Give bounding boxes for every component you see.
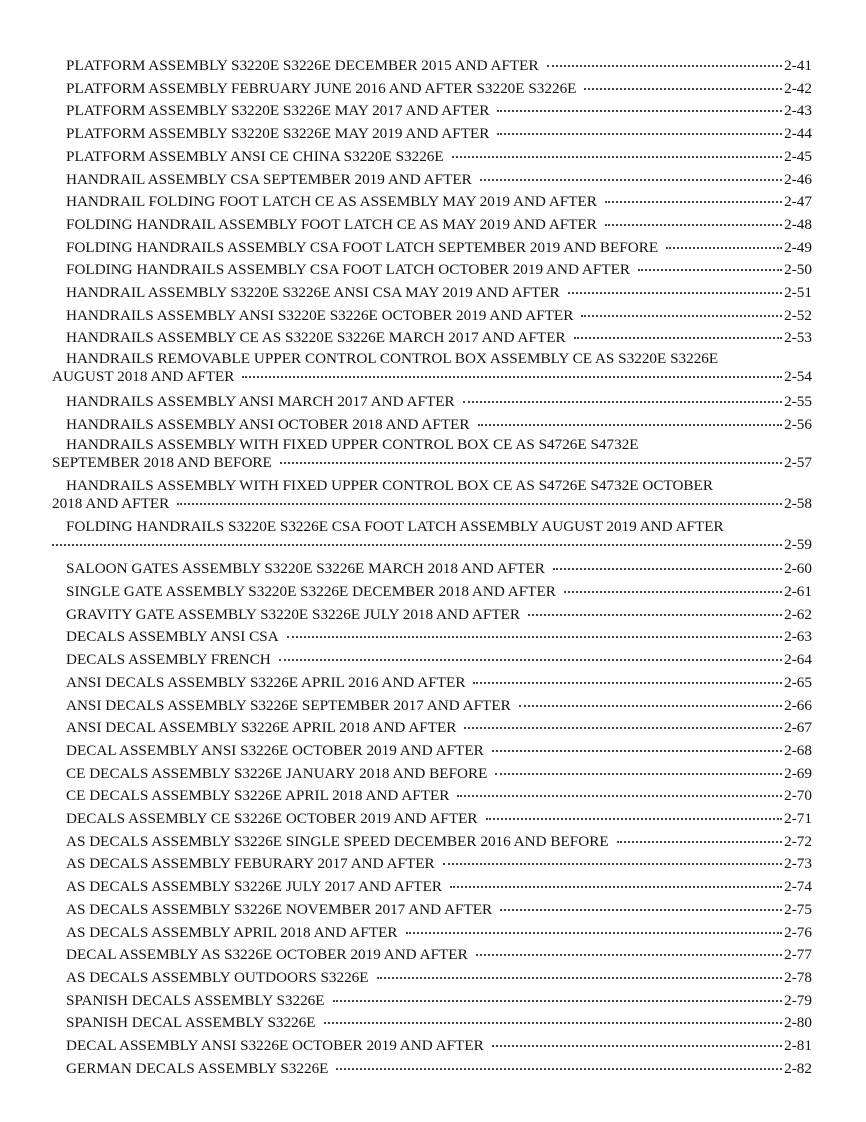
- toc-entry-title: HANDRAIL FOLDING FOOT LATCH CE AS ASSEMBLY MAY 2019 AND AFTER: [66, 193, 597, 211]
- toc-entry-page: 2-64: [784, 651, 812, 669]
- toc-entry-page: 2-56: [784, 415, 812, 433]
- toc-entry[interactable]: [52, 259, 812, 282]
- dot-leader: [177, 502, 782, 505]
- dot-leader: [336, 1067, 782, 1070]
- toc-entry-title: HANDRAILS ASSEMBLY WITH FIXED UPPER CONTROL BOX CE AS S4726E S4732E: [66, 436, 639, 454]
- dot-leader: [52, 543, 782, 546]
- toc-entry-title: HANDRAILS ASSEMBLY WITH FIXED UPPER CONTROL BOX CE AS S4726E S4732E OCTOBER: [66, 476, 713, 494]
- toc-entry-title-continued: AUGUST 2018 AND AFTER: [52, 368, 235, 386]
- toc-entry-page: 2-74: [784, 878, 812, 896]
- toc-entry-title: FOLDING HANDRAILS ASSEMBLY CSA FOOT LATCH SEPTEMBER 2019 AND BEFORE: [66, 238, 659, 256]
- toc-entry[interactable]: [52, 740, 812, 763]
- dot-leader: [406, 931, 783, 934]
- toc-entry-page: 2-60: [784, 560, 812, 578]
- toc-entry-title: AS DECALS ASSEMBLY S3226E JULY 2017 AND AFTER: [66, 878, 442, 896]
- toc-entry[interactable]: [52, 1058, 812, 1081]
- dot-leader: [568, 291, 782, 294]
- toc-entry-title: HANDRAILS REMOVABLE UPPER CONTROL CONTROL BOX ASSEMBLY CE AS S3220E S3226E: [66, 350, 719, 368]
- toc-entry[interactable]: [52, 305, 812, 328]
- toc-entry-page: 2-48: [784, 215, 812, 233]
- toc-entry[interactable]: [52, 477, 812, 513]
- toc-entry[interactable]: [52, 604, 812, 627]
- toc-entry-page: 2-61: [784, 583, 812, 600]
- toc-entry-title: FOLDING HANDRAILS S3220E S3226E CSA FOOT LATCH ASSEMBLY AUGUST 2019 AND AFTER: [66, 517, 724, 535]
- toc-entry-page: 2-73: [784, 855, 812, 873]
- toc-entry-title: HANDRAIL ASSEMBLY S3220E S3226E ANSI CSA MAY 2019 AND AFTER: [66, 284, 560, 302]
- toc-entry[interactable]: [52, 899, 812, 922]
- dot-leader: [457, 794, 782, 797]
- toc-entry-page: 2-62: [784, 605, 812, 623]
- toc-entry-title: SPANISH DECALS ASSEMBLY S3226E: [66, 991, 325, 1009]
- toc-entry[interactable]: [52, 944, 812, 967]
- dot-leader: [242, 375, 782, 378]
- toc-entry-title: FOLDING HANDRAILS ASSEMBLY CSA FOOT LATCH OCTOBER 2019 AND AFTER: [66, 261, 631, 279]
- toc-entry[interactable]: [52, 1012, 812, 1035]
- dot-leader: [280, 461, 782, 464]
- dot-leader: [497, 132, 782, 135]
- toc-entry-title: AS DECALS ASSEMBLY FEBURARY 2017 AND AFTER: [66, 855, 435, 873]
- dot-leader: [528, 613, 782, 616]
- toc-entry-page: 2-75: [784, 900, 812, 918]
- toc-entry[interactable]: [52, 518, 812, 554]
- toc-entry-page: 2-70: [784, 787, 812, 805]
- dot-leader: [581, 314, 782, 317]
- dot-leader: [443, 862, 782, 865]
- toc-entry-title: SALOON GATES ASSEMBLY S3220E S3226E MARCH 2018 AND AFTER: [66, 560, 545, 578]
- toc-entry-title-continued: SEPTEMBER 2018 AND BEFORE: [52, 454, 272, 472]
- dot-leader: [574, 336, 783, 339]
- toc-entry[interactable]: [52, 558, 812, 581]
- toc-entry-page: 2-59: [784, 535, 812, 553]
- toc-entry[interactable]: [52, 626, 812, 649]
- dot-leader: [638, 268, 782, 271]
- toc-entry[interactable]: [52, 78, 812, 101]
- toc-entry[interactable]: [52, 55, 812, 78]
- toc-entry[interactable]: [52, 831, 812, 854]
- dot-leader: [486, 817, 783, 820]
- toc-entry[interactable]: [52, 922, 812, 945]
- dot-leader: [497, 109, 782, 112]
- dot-leader: [478, 423, 783, 426]
- toc-entry-title: PLATFORM ASSEMBLY S3220E S3226E MAY 2019 AND AFTER: [66, 125, 490, 143]
- toc-entry-page: 2-71: [784, 810, 812, 828]
- toc-entry-title: HANDRAIL ASSEMBLY CSA SEPTEMBER 2019 AND AFTER: [66, 170, 472, 188]
- toc-entry-title: HANDRAILS ASSEMBLY ANSI S3220E S3226E OCTOBER 2019 AND AFTER: [66, 306, 574, 324]
- dot-leader: [452, 155, 782, 158]
- dot-leader: [584, 87, 782, 90]
- toc-entry-title: HANDRAILS ASSEMBLY CE AS S3220E S3226E MARCH 2017 AND AFTER: [66, 329, 566, 347]
- toc-entry[interactable]: [52, 649, 812, 672]
- toc-entry-title: CE DECALS ASSEMBLY S3226E JANUARY 2018 AND BEFORE: [66, 764, 488, 782]
- dot-leader: [547, 64, 783, 67]
- dot-leader: [464, 726, 782, 729]
- toc-entry-title: AS DECALS ASSEMBLY APRIL 2018 AND AFTER: [66, 923, 398, 941]
- toc-entry[interactable]: [52, 436, 812, 472]
- toc-entry-title: GRAVITY GATE ASSEMBLY S3220E S3226E JULY 2018 AND AFTER: [66, 605, 521, 623]
- toc-entry-page: 2-51: [784, 284, 812, 302]
- toc-entry-title: DECAL ASSEMBLY ANSI S3226E OCTOBER 2019 AND AFTER: [66, 1037, 484, 1055]
- toc-entry-title: HANDRAILS ASSEMBLY ANSI OCTOBER 2018 AND AFTER: [66, 415, 470, 433]
- dot-leader: [287, 635, 782, 638]
- dot-leader: [279, 658, 782, 661]
- toc-entry-title: PLATFORM ASSEMBLY FEBRUARY JUNE 2016 AND AFTER S3220E S3226E: [66, 79, 577, 97]
- toc-entry-page: 2-45: [784, 147, 812, 165]
- toc-entry-page: 2-41: [784, 57, 812, 74]
- toc-entry[interactable]: [52, 853, 812, 876]
- toc-entry-page: 2-67: [784, 719, 812, 737]
- toc-entry-page: 2-78: [784, 968, 812, 986]
- toc-entry-page: 2-43: [784, 102, 812, 120]
- toc-entry-page: 2-63: [784, 628, 812, 646]
- toc-entry[interactable]: [52, 1035, 812, 1058]
- toc-entry[interactable]: [52, 672, 812, 695]
- toc-entry[interactable]: [52, 763, 812, 786]
- toc-entry[interactable]: [52, 990, 812, 1013]
- toc-entry-title: PLATFORM ASSEMBLY S3220E S3226E MAY 2017 AND AFTER: [66, 102, 490, 120]
- toc-entry-page: 2-42: [784, 79, 812, 97]
- dot-leader: [476, 953, 782, 956]
- dot-leader: [553, 567, 782, 570]
- toc-entry-title: AS DECALS ASSEMBLY S3226E NOVEMBER 2017 AND AFTER: [66, 900, 493, 918]
- toc-entry[interactable]: [52, 282, 812, 305]
- toc-entry[interactable]: [52, 327, 812, 350]
- toc-entry[interactable]: [52, 414, 812, 437]
- toc-entry-title: AS DECALS ASSEMBLY OUTDOORS S3226E: [66, 968, 369, 986]
- toc-entry-page: 2-76: [784, 923, 812, 941]
- toc-entry-title-continued: 2018 AND AFTER: [52, 494, 170, 512]
- toc-entry-title: GERMAN DECALS ASSEMBLY S3226E: [66, 1059, 329, 1077]
- toc-entry-page: 2-52: [784, 306, 812, 324]
- dot-leader: [324, 1021, 783, 1024]
- toc-entry-title: PLATFORM ASSEMBLY ANSI CE CHINA S3220E S3226E: [66, 147, 444, 165]
- toc-entry-title: SPANISH DECAL ASSEMBLY S3226E: [66, 1014, 316, 1032]
- toc-entry-page: 2-44: [784, 125, 812, 143]
- toc-entry-title: DECALS ASSEMBLY CE S3226E OCTOBER 2019 AND AFTER: [66, 810, 478, 828]
- dot-leader: [564, 590, 782, 593]
- toc-entry[interactable]: [52, 214, 812, 237]
- toc-entry-page: 2-81: [784, 1037, 812, 1055]
- toc-entry-page: 2-68: [784, 741, 812, 759]
- dot-leader: [605, 223, 782, 226]
- toc-entry[interactable]: [52, 581, 812, 604]
- dot-leader: [495, 772, 782, 775]
- toc-entry-page: 2-49: [784, 238, 812, 256]
- toc-entry-title: PLATFORM ASSEMBLY S3220E S3226E DECEMBER 2015 AND AFTER: [66, 57, 539, 74]
- toc-entry-page: 2-66: [784, 696, 812, 714]
- toc-entry-title: ANSI DECAL ASSEMBLY S3226E APRIL 2018 AND AFTER: [66, 719, 457, 737]
- toc-entry[interactable]: [52, 876, 812, 899]
- toc-entry[interactable]: [52, 100, 812, 123]
- dot-leader: [480, 178, 782, 181]
- toc-entry-title: DECALS ASSEMBLY FRENCH: [66, 651, 271, 669]
- dot-leader: [617, 840, 783, 843]
- toc-entry-title: AS DECALS ASSEMBLY S3226E SINGLE SPEED DECEMBER 2016 AND BEFORE: [66, 832, 609, 850]
- toc-entry-page: 2-82: [784, 1059, 812, 1077]
- toc-entry[interactable]: [52, 695, 812, 718]
- toc-entry[interactable]: [52, 350, 812, 386]
- dot-leader: [377, 976, 783, 979]
- toc-entry-title: FOLDING HANDRAIL ASSEMBLY FOOT LATCH CE AS MAY 2019 AND AFTER: [66, 215, 597, 233]
- toc-entry-title: DECAL ASSEMBLY AS S3226E OCTOBER 2019 AND AFTER: [66, 946, 468, 964]
- toc-entry-page: 2-80: [784, 1014, 812, 1032]
- toc-entry[interactable]: [52, 391, 812, 414]
- toc-entry-page: 2-50: [784, 261, 812, 279]
- dot-leader: [463, 400, 783, 403]
- toc-entry-title: SINGLE GATE ASSEMBLY S3220E S3226E DECEMBER 2018 AND AFTER: [66, 583, 556, 600]
- toc-entry[interactable]: [52, 146, 812, 169]
- dot-leader: [500, 908, 782, 911]
- toc-entry[interactable]: [52, 717, 812, 740]
- toc-entry-title: HANDRAILS ASSEMBLY ANSI MARCH 2017 AND AFTER: [66, 392, 455, 410]
- toc-entry-page: 2-46: [784, 170, 812, 188]
- toc-entry-title: CE DECALS ASSEMBLY S3226E APRIL 2018 AND AFTER: [66, 787, 450, 805]
- toc-entry-title: DECALS ASSEMBLY ANSI CSA: [66, 628, 279, 646]
- toc-entry-page: 2-69: [784, 764, 812, 782]
- dot-leader: [473, 681, 782, 684]
- toc-entry-page: 2-65: [784, 673, 812, 691]
- toc-entry-page: 2-55: [784, 392, 812, 410]
- toc-entry[interactable]: [52, 123, 812, 146]
- dot-leader: [519, 704, 782, 707]
- table-of-contents: [52, 55, 812, 1080]
- toc-entry[interactable]: [52, 967, 812, 990]
- dot-leader: [605, 200, 782, 203]
- toc-entry-page: 2-53: [784, 329, 812, 347]
- toc-entry-page: 2-54: [784, 368, 812, 386]
- toc-entry-title: ANSI DECALS ASSEMBLY S3226E SEPTEMBER 2017 AND AFTER: [66, 696, 511, 714]
- toc-entry[interactable]: [52, 808, 812, 831]
- toc-entry-title: DECAL ASSEMBLY ANSI S3226E OCTOBER 2019 AND AFTER: [66, 741, 484, 759]
- dot-leader: [333, 999, 783, 1002]
- dot-leader: [666, 246, 782, 249]
- toc-entry-page: 2-47: [784, 193, 812, 211]
- toc-entry-page: 2-79: [784, 991, 812, 1009]
- toc-entry-title: ANSI DECALS ASSEMBLY S3226E APRIL 2016 AND AFTER: [66, 673, 466, 691]
- toc-entry-page: 2-77: [784, 946, 812, 964]
- dot-leader: [492, 749, 782, 752]
- dot-leader: [450, 885, 782, 888]
- toc-entry[interactable]: [52, 169, 812, 192]
- toc-entry-page: 2-57: [784, 454, 812, 472]
- toc-entry[interactable]: [52, 237, 812, 260]
- dot-leader: [492, 1044, 782, 1047]
- toc-entry-page: 2-58: [784, 494, 812, 512]
- toc-entry[interactable]: [52, 785, 812, 808]
- toc-entry[interactable]: [52, 191, 812, 214]
- toc-entry-page: 2-72: [784, 832, 812, 850]
